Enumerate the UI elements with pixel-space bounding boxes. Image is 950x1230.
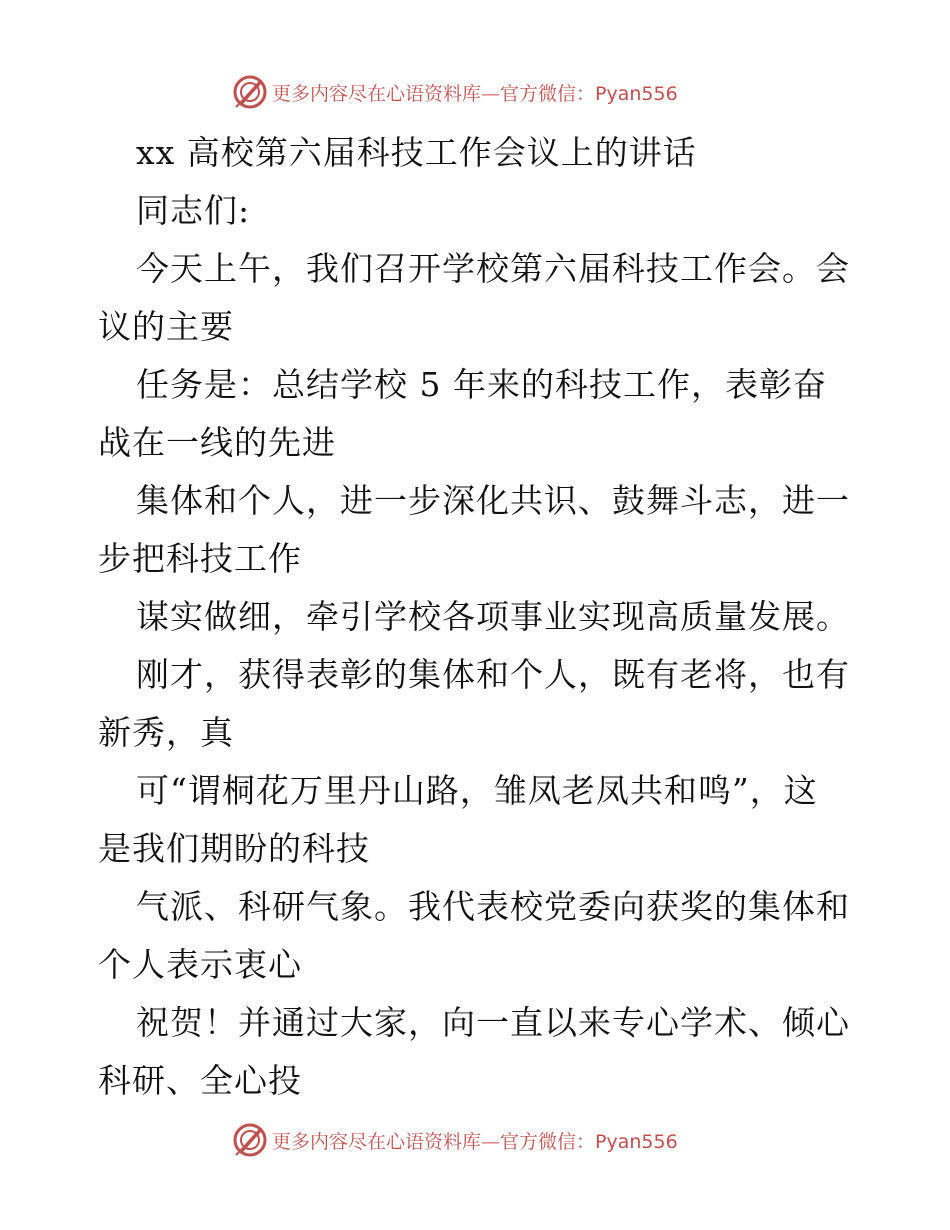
text-line: 谋实做细，牵引学校各项事业实现高质量发展。 xyxy=(136,597,850,636)
banner-separator: — xyxy=(481,82,501,105)
banner-slogan: 更多内容尽在心语资料库 xyxy=(272,1130,482,1153)
text-line: 议的主要 xyxy=(98,307,234,346)
quill-logo-icon xyxy=(232,1122,268,1158)
header-banner xyxy=(232,72,678,112)
text-line: 步把科技工作 xyxy=(98,539,302,578)
text-line: 个人表示衷心 xyxy=(98,945,302,984)
text-line: xx 高校第六届科技工作会议上的讲话 xyxy=(136,133,697,172)
banner-text xyxy=(272,1127,678,1154)
document-body xyxy=(98,124,878,1110)
banner-slogan: 更多内容尽在心语资料库 xyxy=(272,82,482,105)
text-line: 是我们期盼的科技 xyxy=(98,829,370,868)
text-line: 任务是：总结学校 5 年来的科技工作，表彰奋 xyxy=(136,365,827,404)
text-line: 刚才，获得表彰的集体和个人，既有老将，也有 xyxy=(136,655,850,694)
text-line: 可“谓桐花万里丹山路，雏凤老凤共和鸣”，这 xyxy=(136,771,818,810)
text-line: 集体和个人，进一步深化共识、鼓舞斗志，进一 xyxy=(136,481,850,520)
banner-separator: — xyxy=(481,1130,501,1153)
text-line: 战在一线的先进 xyxy=(98,423,336,462)
banner-wechat: 官方微信：Pyan556 xyxy=(500,1130,678,1153)
text-line: 科研、全心投 xyxy=(98,1061,302,1100)
footer-banner xyxy=(232,1120,678,1160)
quill-logo-icon xyxy=(232,74,268,110)
text-line: 气派、科研气象。我代表校党委向获奖的集体和 xyxy=(136,887,850,926)
text-line: 祝贺！并通过大家，向一直以来专心学术、倾心 xyxy=(136,1003,850,1042)
text-line: 同志们: xyxy=(136,191,251,230)
banner-text xyxy=(272,79,678,106)
banner-wechat: 官方微信：Pyan556 xyxy=(500,82,678,105)
text-line: 新秀，真 xyxy=(98,713,234,752)
text-line: 今天上午，我们召开学校第六届科技工作会。会 xyxy=(136,249,850,288)
